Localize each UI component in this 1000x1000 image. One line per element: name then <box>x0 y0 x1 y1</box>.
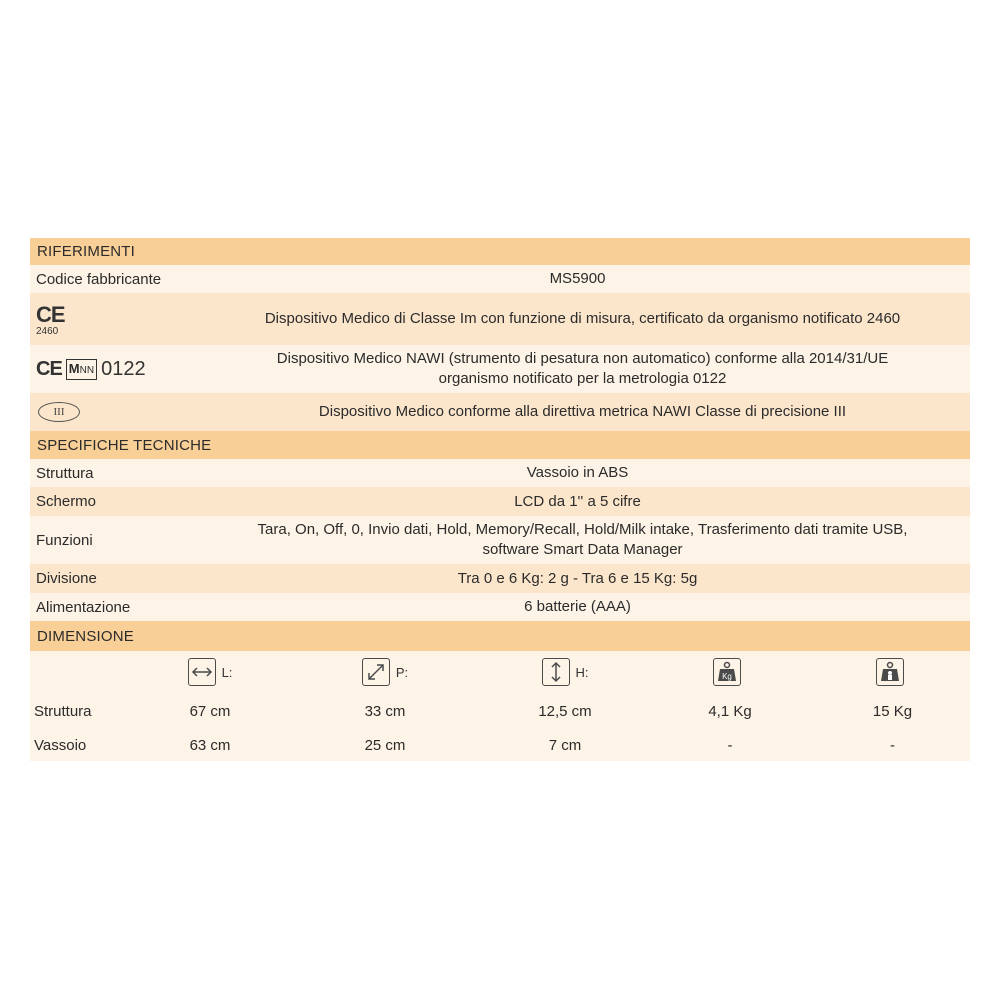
dimension-weight-value: - <box>727 736 733 754</box>
header-weight <box>645 658 815 686</box>
dimension-weight-value: 4,1 Kg <box>708 702 752 720</box>
row-value: 6 batterie (AAA) <box>524 598 631 615</box>
row-label: Divisione <box>36 570 97 587</box>
section-header-specifiche <box>30 431 970 459</box>
section-title: DIMENSIONE <box>37 627 135 645</box>
row-alimentazione <box>30 593 970 621</box>
section-header-riferimenti <box>30 238 970 265</box>
funzioni-line-2: software Smart Data Manager <box>482 541 683 558</box>
dimension-depth-value: 25 cm <box>364 736 406 754</box>
ce-mark-icon: CE <box>36 301 65 327</box>
row-value: Vassoio in ABS <box>526 464 629 481</box>
dimension-depth-value: 33 cm <box>364 702 406 720</box>
section-header-dimensione <box>30 621 970 651</box>
dimension-header-row <box>30 651 970 693</box>
ce-logo <box>30 302 215 337</box>
header-capacity <box>815 658 970 686</box>
row-divisione <box>30 564 970 593</box>
section-title: RIFERIMENTI <box>37 243 136 260</box>
row-value: Dispositivo Medico di Classe Im con funzione di misura, certificato da organismo notificato 2460 <box>264 310 901 327</box>
header-length <box>135 658 285 686</box>
header-depth <box>285 658 485 686</box>
dimension-row-label: Vassoio <box>34 736 87 754</box>
row-schermo <box>30 487 970 516</box>
metrology-number: 0122 <box>101 357 146 380</box>
metrology-mark-icon: MNN <box>66 359 97 380</box>
row-precision-class <box>30 393 970 431</box>
dimension-height-value: 7 cm <box>548 736 582 754</box>
row-funzioni <box>30 516 970 564</box>
dimension-row-label: Struttura <box>34 702 92 720</box>
dimension-capacity-value: - <box>890 736 895 754</box>
nawi-line-2: organismo notificato per la metrologia 0122 <box>438 370 727 387</box>
dimension-length-value: 63 cm <box>189 736 231 754</box>
row-value <box>215 520 970 560</box>
row-label: Struttura <box>36 464 94 482</box>
row-ce-certification <box>30 293 970 345</box>
dimension-row-struttura <box>30 693 970 729</box>
svg-text:Kg: Kg <box>722 672 732 681</box>
ce-notified-number: 2460 <box>36 325 59 337</box>
row-value: LCD da 1'' a 5 cifre <box>514 492 641 510</box>
precision-class-logo <box>30 402 215 422</box>
dimension-row-vassoio <box>30 729 970 761</box>
header-height <box>485 658 645 686</box>
row-nawi-certification <box>30 345 970 393</box>
capacity-scale-icon <box>876 658 904 686</box>
spec-sheet <box>30 238 970 761</box>
dimension-length-value: 67 cm <box>189 702 231 720</box>
funzioni-line-1: Tara, On, Off, 0, Invio dati, Hold, Memory/Recall, Hold/Milk intake, Trasferimento dati tramite USB, <box>257 521 908 538</box>
length-label: L: <box>221 664 233 680</box>
class-iii-oval-icon: III <box>38 402 80 422</box>
row-value: Dispositivo Medico conforme alla direttiva metrica NAWI Classe di precisione III <box>318 403 847 420</box>
dimension-table <box>30 651 970 761</box>
dimension-capacity-value: 15 Kg <box>872 702 913 720</box>
depth-label: P: <box>395 664 409 680</box>
weight-kg-icon <box>713 658 741 686</box>
row-value: MS5900 <box>549 270 606 287</box>
row-label: Codice fabbricante <box>36 270 162 288</box>
dimension-height-value: 12,5 cm <box>538 702 592 720</box>
row-label: Schermo <box>36 493 97 510</box>
row-label: Funzioni <box>36 531 93 549</box>
row-value <box>215 349 970 389</box>
height-label: H: <box>575 664 589 680</box>
section-title: SPECIFICHE TECNICHE <box>37 436 212 454</box>
length-arrow-icon <box>188 658 216 686</box>
nawi-line-1: Dispositivo Medico NAWI (strumento di pesatura non automatico) conforme alla 2014/31/UE <box>276 350 889 367</box>
row-struttura <box>30 459 970 487</box>
nawi-logo <box>30 358 215 381</box>
depth-arrow-icon <box>362 658 390 686</box>
height-arrow-icon <box>542 658 570 686</box>
row-value: Tra 0 e 6 Kg: 2 g - Tra 6 e 15 Kg: 5g <box>457 569 698 587</box>
ce-mark-icon: CE <box>36 357 62 380</box>
row-label: Alimentazione <box>36 598 131 616</box>
row-codice-fabbricante <box>30 265 970 293</box>
